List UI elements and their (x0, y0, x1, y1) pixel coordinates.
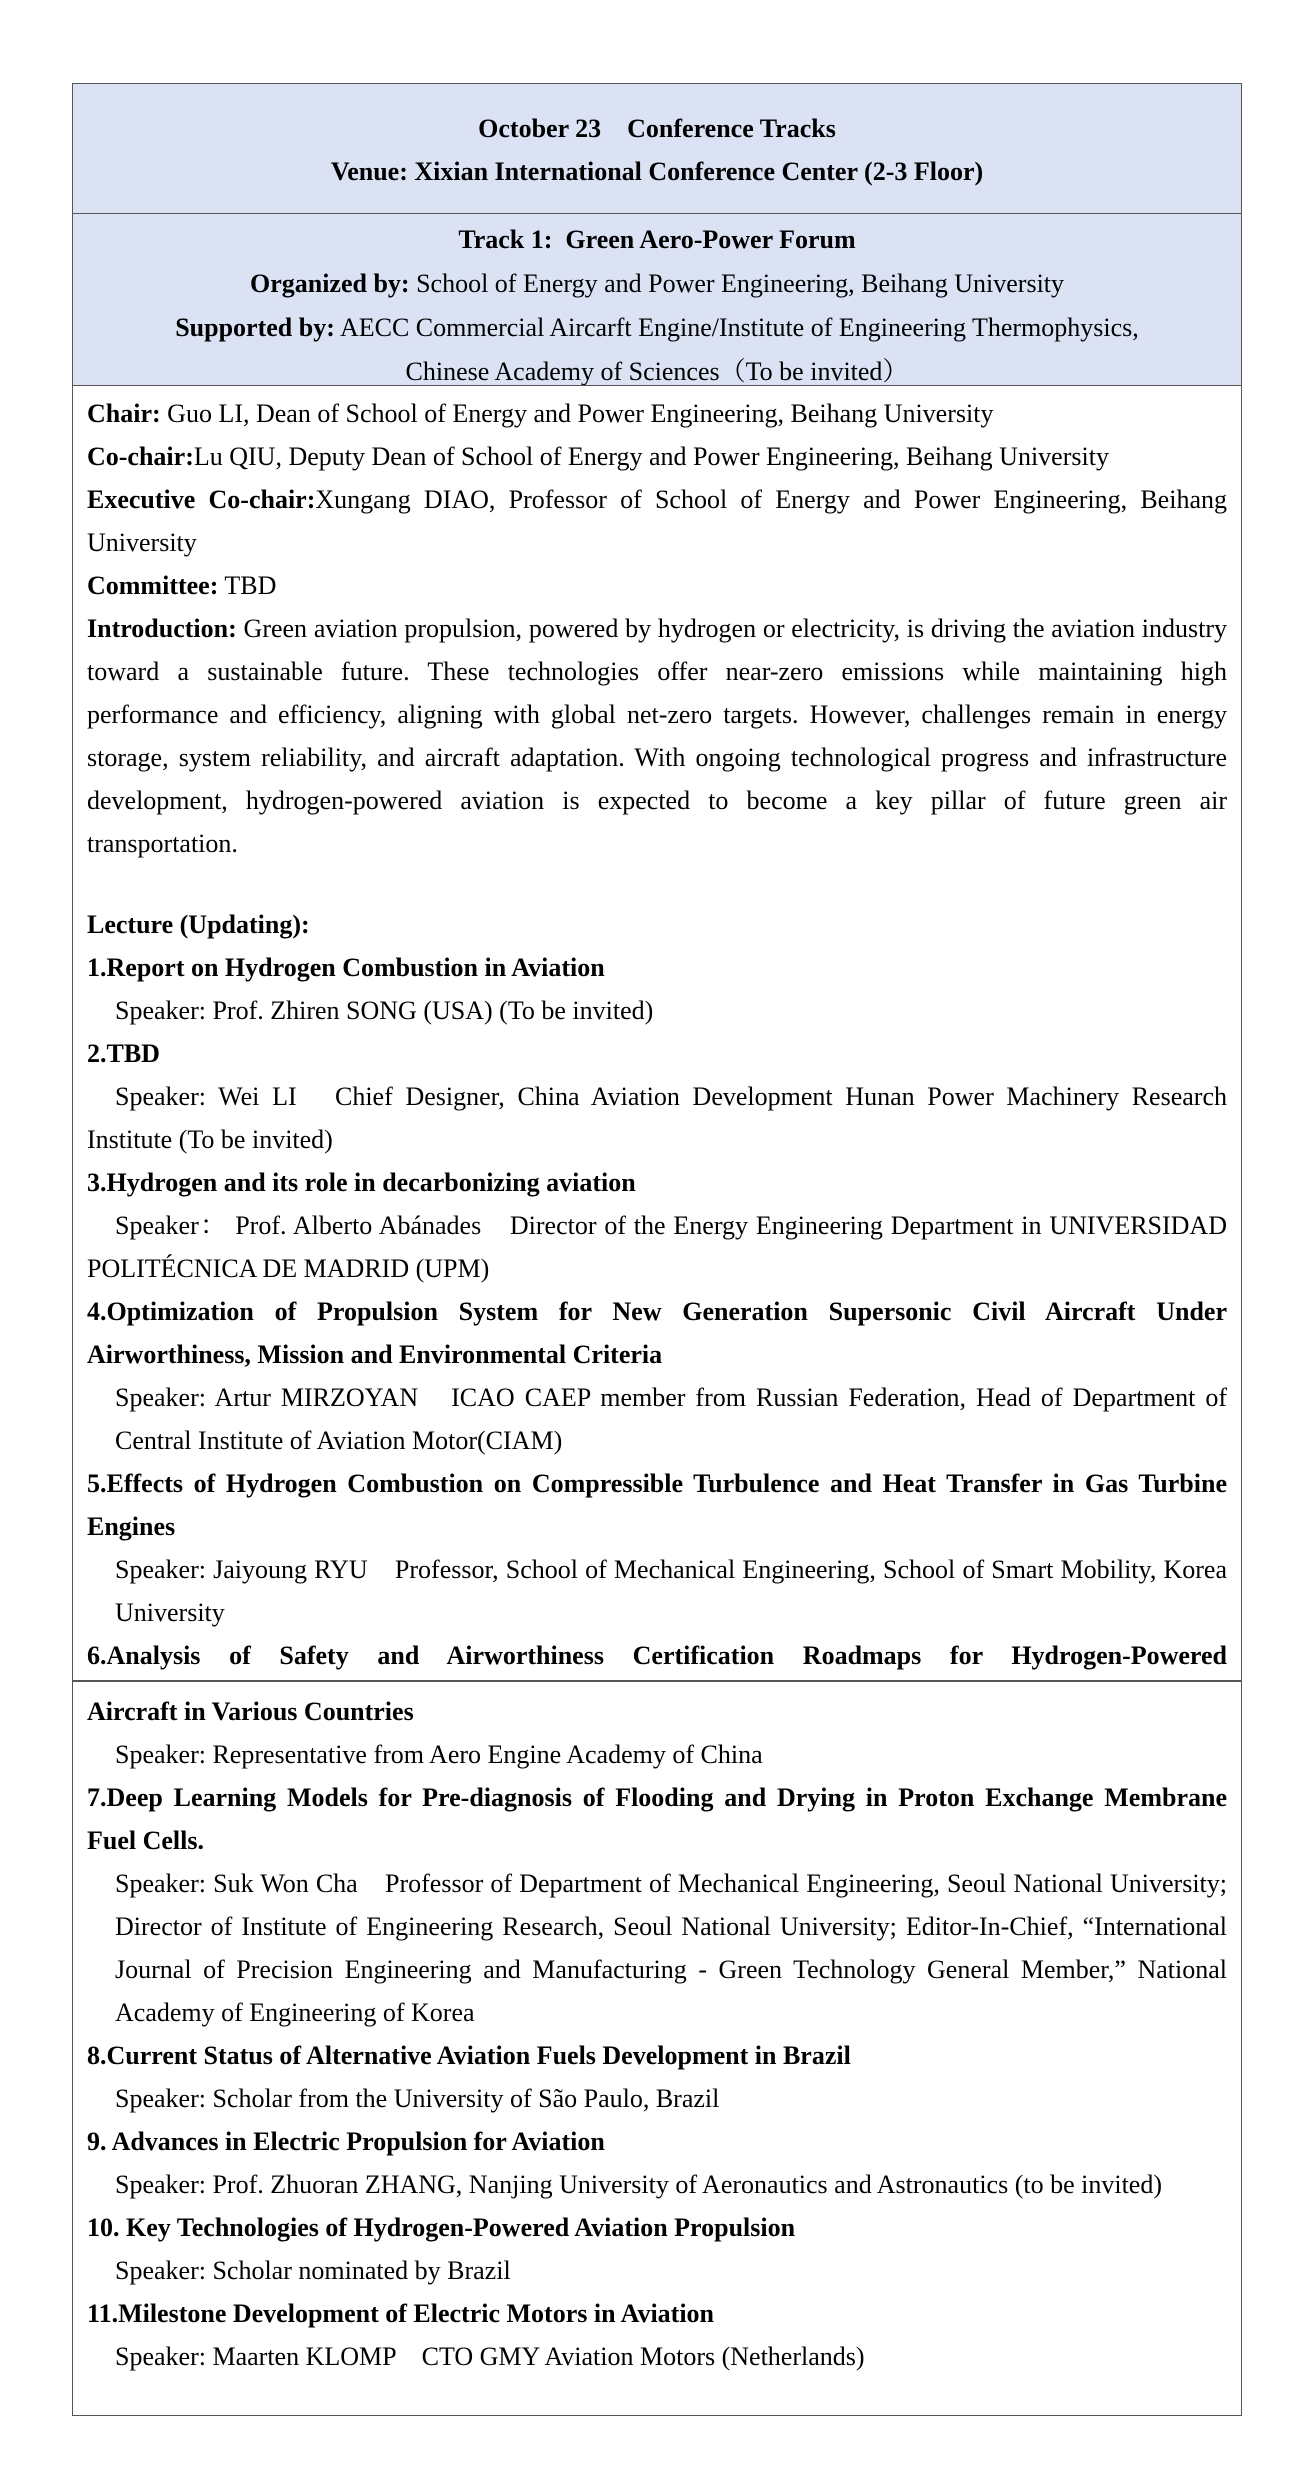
lecture-speaker: Speaker: Jaiyoung RYU Professor, School of Mechanical Engineering, School of Smart Mobility, Korea University (115, 1555, 1227, 1627)
supported-by (73, 306, 1241, 350)
date-venue-header (72, 83, 1242, 214)
lecture-title: 7.Deep Learning Models for Pre-diagnosis of Flooding and Drying in Proton Exchange Membrane Fuel Cells. (87, 1783, 1227, 1855)
lecture-speaker: Speaker: Maarten KLOMP CTO GMY Aviation Motors (Netherlands) (115, 2342, 865, 2371)
supported-value-1: AECC Commercial Aircarft Engine/Institute of Engineering Thermophysics, (334, 313, 1139, 342)
lecture-heading: Lecture (Updating): (87, 910, 310, 939)
organized-value: School of Energy and Power Engineering, Beihang University (409, 269, 1065, 298)
executive-co-chair (87, 478, 1227, 564)
supported-label: Supported by: (175, 313, 335, 342)
track-header (72, 213, 1242, 386)
co-chair (87, 435, 1227, 478)
lecture-title: 11.Milestone Development of Electric Motors in Aviation (87, 2299, 715, 2328)
lecture-title: 1.Report on Hydrogen Combustion in Aviation (87, 953, 605, 982)
lecture-title-continued: Aircraft in Various Countries (87, 1697, 414, 1726)
introduction-value: Green aviation propulsion, powered by hydrogen or electricity, is driving the aviation industry toward a sustainable future. These technologies offer near-zero emissions while maintaining high performance and efficiency, aligning with global net-zero targets. However, challenges remain in energy storage, system reliability, and aircraft adaptation. With ongoing technological progress and infrastructure development, hydrogen-powered aviation is expected to become a key pillar of future green air transportation. (87, 614, 1227, 858)
chair-value: Guo LI, Dean of School of Energy and Power Engineering, Beihang University (160, 399, 994, 428)
executive-co-chair-value: Xungang DIAO, Professor of School of Energy and Power Engineering, Beihang University (87, 485, 1227, 557)
lecture-speaker: Speaker： Prof. Alberto Abánades Director of the Energy Engineering Department in UNIVERSIDAD POLITÉCNICA DE MADRID (UPM) (87, 1211, 1227, 1283)
lecture-title: 3.Hydrogen and its role in decarbonizing aviation (87, 1168, 636, 1197)
lecture-speaker: Speaker: Representative from Aero Engine Academy of China (115, 1740, 763, 1769)
lecture-speaker: Speaker: Scholar from the University of São Paulo, Brazil (115, 2084, 720, 2113)
organized-label: Organized by: (249, 269, 410, 298)
lecture-title: 5.Effects of Hydrogen Combustion on Compressible Turbulence and Heat Transfer in Gas Turbine Engines (87, 1469, 1227, 1541)
track-details (72, 385, 1242, 1681)
venue-title: Venue: Xixian International Conference Center (2-3 Floor) (330, 157, 984, 186)
committee-label: Committee: (87, 571, 219, 600)
lecture-speaker: Speaker: Artur MIRZOYAN ICAO CAEP member from Russian Federation, Head of Department of Central Institute of Aviation Motor(CIAM) (115, 1383, 1227, 1455)
co-chair-label: Co-chair: (87, 442, 194, 471)
lecture-speaker: Speaker: Scholar nominated by Brazil (115, 2256, 511, 2285)
lecture-title: 10. Key Technologies of Hydrogen-Powered Aviation Propulsion (87, 2213, 796, 2242)
lecture-speaker: Speaker: Wei LI Chief Designer, China Aviation Development Hunan Power Machinery Research Institute (To be invited) (87, 1082, 1227, 1154)
chair (87, 392, 1227, 435)
lecture-title: 6.Analysis of Safety and Airworthiness Certification Roadmaps for Hydrogen-Powered (87, 1641, 1227, 1670)
introduction (87, 607, 1227, 865)
committee (87, 564, 1227, 607)
lecture-speaker: Speaker: Prof. Zhiren SONG (USA) (To be invited) (115, 996, 654, 1025)
co-chair-value: Lu QIU, Deputy Dean of School of Energy and Power Engineering, Beihang University (193, 442, 1109, 471)
track-details-continued (72, 1681, 1242, 2416)
organized-by (73, 262, 1241, 306)
lecture-title: 8.Current Status of Alternative Aviation Fuels Development in Brazil (87, 2041, 851, 2070)
chair-label: Chair: (87, 399, 161, 428)
lecture-speaker: Speaker: Suk Won Cha Professor of Department of Mechanical Engineering, Seoul National University; Director of Institute of Engineering Research, Seoul National University; Editor-In-Chief, “International Journal of Precision Engineering and Manufacturing - Green Technology General Member,” National Academy of Engineering of Korea (115, 1869, 1227, 2027)
date-title: October 23 Conference Tracks (478, 114, 836, 143)
supported-value-2: Chinese Academy of Sciences（To be invited） (405, 357, 909, 386)
lecture-title: 9. Advances in Electric Propulsion for Aviation (87, 2127, 605, 2156)
lecture-title: 2.TBD (87, 1039, 160, 1068)
track-title: Track 1: Green Aero-Power Forum (458, 225, 856, 254)
introduction-label: Introduction: (87, 614, 237, 643)
committee-value: TBD (218, 571, 277, 600)
lecture-speaker: Speaker: Prof. Zhuoran ZHANG, Nanjing University of Aeronautics and Astronautics (to be invited) (115, 2170, 1162, 2199)
executive-co-chair-label: Executive Co-chair: (87, 485, 316, 514)
lecture-title: 4.Optimization of Propulsion System for New Generation Supersonic Civil Aircraft Under Airworthiness, Mission and Environmental Criteria (87, 1297, 1227, 1369)
